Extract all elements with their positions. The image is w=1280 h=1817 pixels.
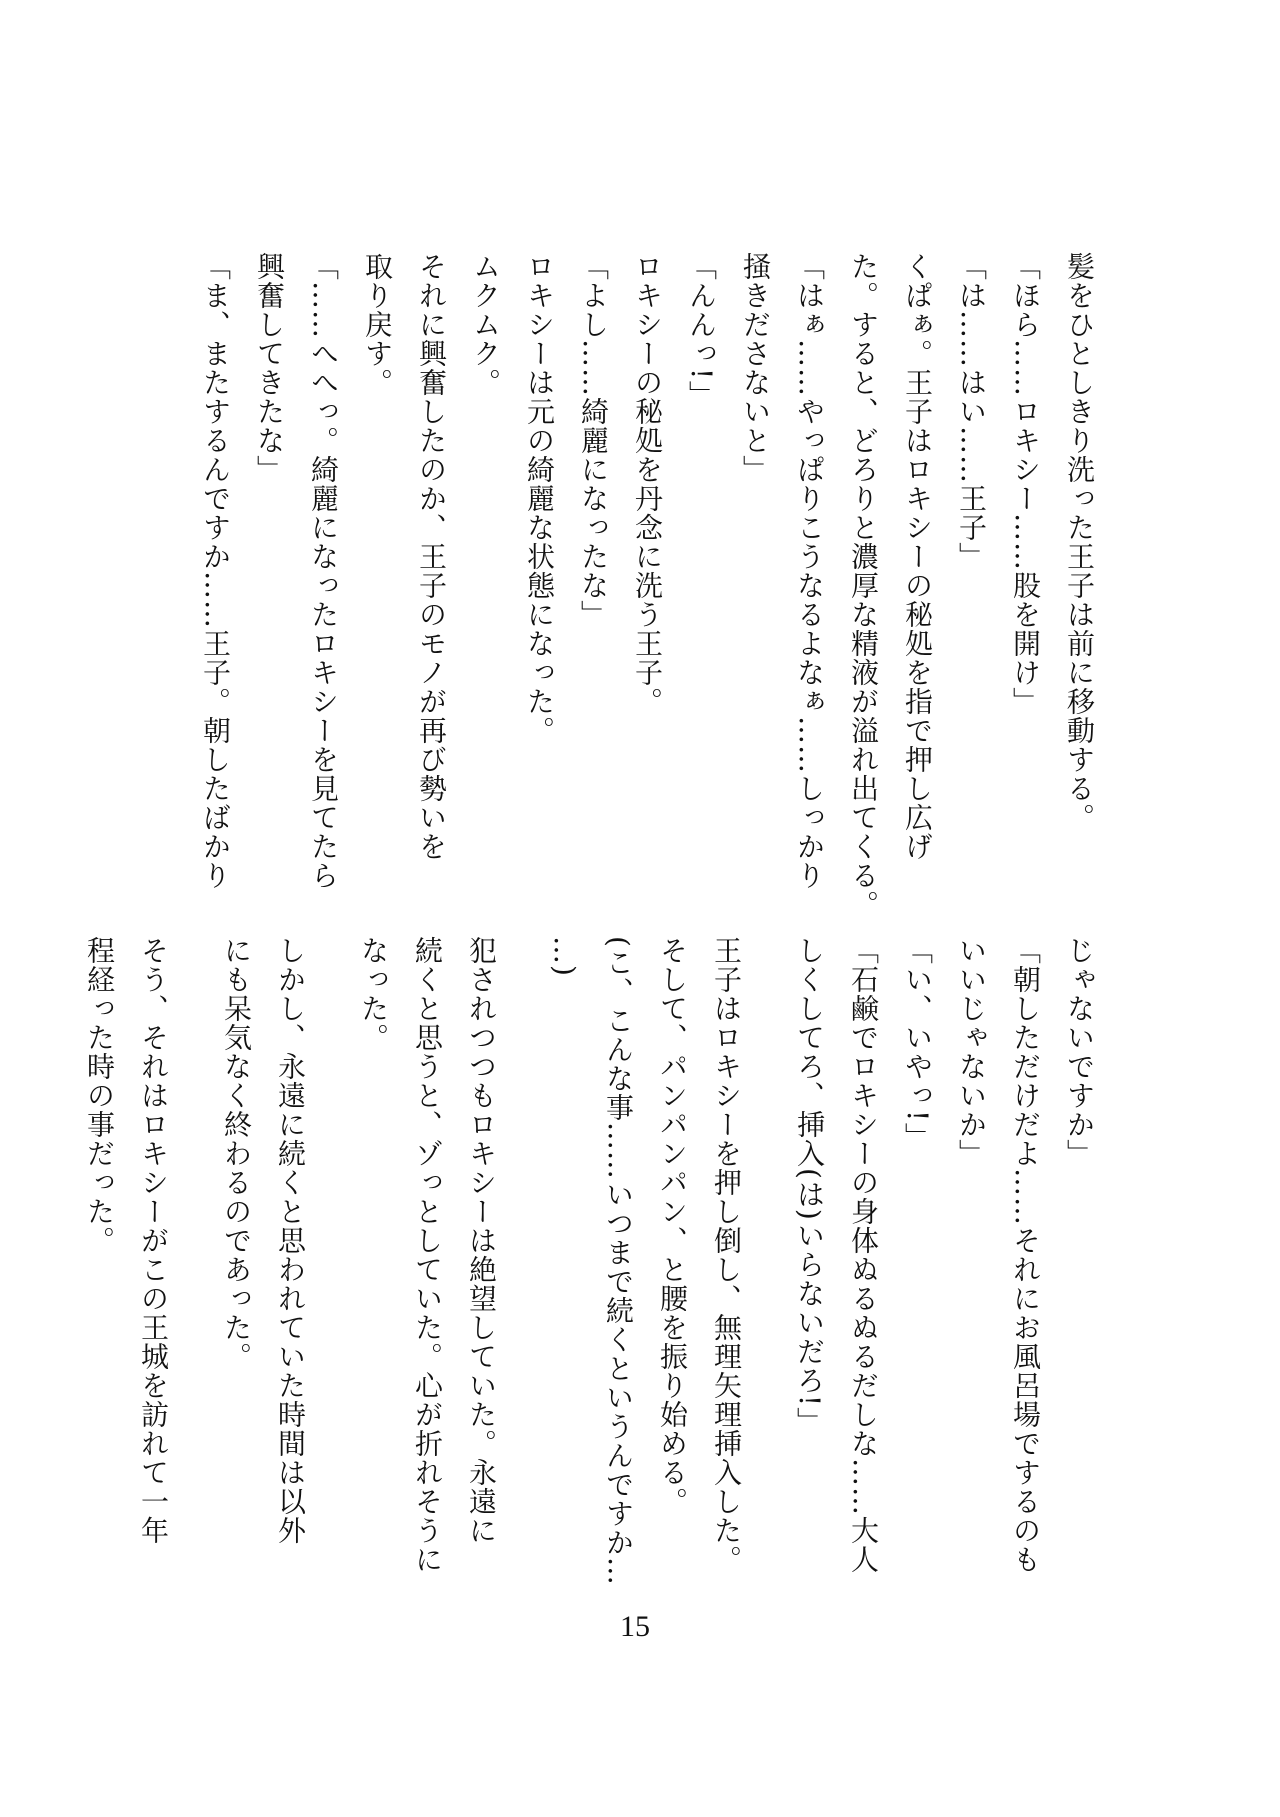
text-column: いいじゃないか」 — [955, 936, 988, 1168]
text-column: そう、それはロキシーがこの王城を訪れて一年 — [137, 936, 170, 1545]
text-block-upper — [188, 252, 1106, 919]
text-column: 「い、いやっ!」 — [901, 936, 934, 1152]
text-column: 「は……はい……王子」 — [955, 252, 988, 571]
text-column: 程経った時の事だった。 — [83, 936, 116, 1255]
text-column: なった。 — [357, 936, 390, 1052]
text-column: そして、パンパンパン、と腰を振り始める。 — [656, 936, 689, 1516]
text-column: ロキシーは元の綺麗な状態になった。 — [523, 252, 556, 745]
text-column: 「朝しただけだよ……それにお風呂場でするのも — [1009, 936, 1042, 1574]
text-column: しくしてろ、挿入(は)いらないだろ!」 — [793, 936, 826, 1437]
text-column: しかし、永遠に続くと思われていた時間は以外 — [274, 936, 307, 1545]
text-column: ロキシーの秘処を丹念に洗う王子。 — [631, 252, 664, 716]
text-column: じゃないですか」 — [1063, 936, 1096, 1168]
text-column: 「はぁ……やっぱりこうなるよなぁ……しっかり — [793, 252, 826, 890]
text-column: 「ま、またするんですか……王子。朝したばかり — [199, 252, 232, 890]
text-column: 続くと思うと、ゾっとしていた。心が折れそうに — [411, 936, 444, 1574]
text-column: ムクムク。 — [469, 252, 502, 397]
text-column: 「よし……綺麗になったな」 — [577, 252, 610, 629]
text-column: 掻きださないと」 — [739, 252, 772, 484]
text-column: 犯されつつもロキシーは絶望していた。永遠に — [465, 936, 498, 1545]
text-column: 髪をひとしきり洗った王子は前に移動する。 — [1063, 252, 1096, 832]
text-column: 「ほら……ロキシー……股を開け」 — [1009, 252, 1042, 716]
text-column: た。すると、どろりと濃厚な精液が溢れ出てくる。 — [847, 252, 880, 919]
text-block-lower — [72, 936, 1106, 1586]
text-column: (こ、こんな事……いつまで続くというんですか… — [602, 936, 635, 1586]
text-column: にも呆気なく終わるのであった。 — [220, 936, 253, 1371]
text-column: 「石鹸でロキシーの身体ぬるぬるだしな……大人 — [847, 936, 880, 1574]
text-column: 「……へへっ。綺麗になったロキシーを見てたら — [307, 252, 340, 890]
text-column: 興奮してきたな」 — [253, 252, 286, 484]
text-column: それに興奮したのか、王子のモノが再び勢いを — [415, 252, 448, 861]
text-column: くぱぁ。王子はロキシーの秘処を指で押し広げ — [901, 252, 934, 861]
text-column: …) — [548, 936, 581, 977]
text-column: 「んんっ!」 — [685, 252, 718, 410]
text-column: 王子はロキシーを押し倒し、無理矢理挿入した。 — [710, 936, 743, 1574]
page-number: 15 — [620, 1610, 650, 1643]
text-column: 取り戻す。 — [361, 252, 394, 397]
